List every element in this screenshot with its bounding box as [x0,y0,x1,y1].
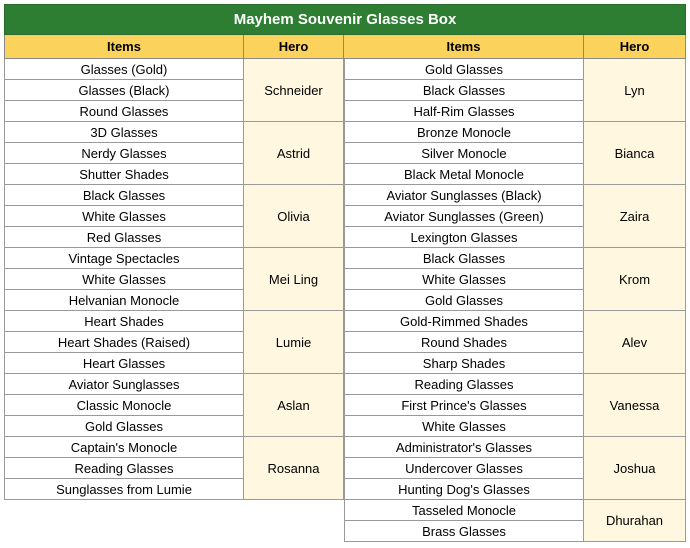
hero-cell: Joshua [584,437,686,500]
header-hero-right: Hero [584,35,686,59]
item-cell: Undercover Glasses [344,458,584,479]
item-cell: Black Glasses [4,185,244,206]
table-title: Mayhem Souvenir Glasses Box [4,4,686,35]
item-cell: Gold Glasses [4,416,244,437]
item-cell: Nerdy Glasses [4,143,244,164]
hero-cell: Dhurahan [584,500,686,542]
item-cell: Bronze Monocle [344,122,584,143]
hero-cell: Astrid [244,122,344,185]
item-cell: White Glasses [344,416,584,437]
item-cell: White Glasses [344,269,584,290]
item-cell: Vintage Spectacles [4,248,244,269]
item-cell: Classic Monocle [4,395,244,416]
hero-cell: Zaira [584,185,686,248]
hero-cell: Mei Ling [244,248,344,311]
item-cell: Reading Glasses [344,374,584,395]
item-cell: Aviator Sunglasses (Green) [344,206,584,227]
item-cell: Aviator Sunglasses (Black) [344,185,584,206]
header-items-right: Items [344,35,584,59]
item-cell: Hunting Dog's Glasses [344,479,584,500]
item-cell: Sunglasses from Lumie [4,479,244,500]
hero-cell: Lyn [584,59,686,122]
item-cell: First Prince's Glasses [344,395,584,416]
item-cell: Glasses (Black) [4,80,244,101]
item-cell: White Glasses [4,206,244,227]
item-cell: Captain's Monocle [4,437,244,458]
item-cell: Heart Shades [4,311,244,332]
item-cell: Silver Monocle [344,143,584,164]
header-items-left: Items [4,35,244,59]
item-cell: Gold-Rimmed Shades [344,311,584,332]
hero-cell: Schneider [244,59,344,122]
item-cell: Gold Glasses [344,290,584,311]
hero-cell: Vanessa [584,374,686,437]
hero-cell: Aslan [244,374,344,437]
item-cell: Heart Shades (Raised) [4,332,244,353]
item-cell: Helvanian Monocle [4,290,244,311]
item-cell: Glasses (Gold) [4,59,244,80]
item-cell: Red Glasses [4,227,244,248]
hero-cell: Alev [584,311,686,374]
item-cell: Aviator Sunglasses [4,374,244,395]
item-cell: Lexington Glasses [344,227,584,248]
item-cell: Half-Rim Glasses [344,101,584,122]
item-cell: Round Shades [344,332,584,353]
item-cell: Black Glasses [344,80,584,101]
item-cell: Brass Glasses [344,521,584,542]
item-cell: White Glasses [4,269,244,290]
hero-cell: Lumie [244,311,344,374]
hero-cell: Bianca [584,122,686,185]
item-cell: Black Glasses [344,248,584,269]
item-cell: Black Metal Monocle [344,164,584,185]
item-cell: Heart Glasses [4,353,244,374]
item-cell: Reading Glasses [4,458,244,479]
item-cell: Gold Glasses [344,59,584,80]
item-cell: 3D Glasses [4,122,244,143]
item-cell: Shutter Shades [4,164,244,185]
hero-cell: Rosanna [244,437,344,500]
item-cell: Sharp Shades [344,353,584,374]
item-cell: Tasseled Monocle [344,500,584,521]
hero-cell: Olivia [244,185,344,248]
hero-cell: Krom [584,248,686,311]
header-hero-left: Hero [244,35,344,59]
item-cell: Round Glasses [4,101,244,122]
item-cell: Administrator's Glasses [344,437,584,458]
